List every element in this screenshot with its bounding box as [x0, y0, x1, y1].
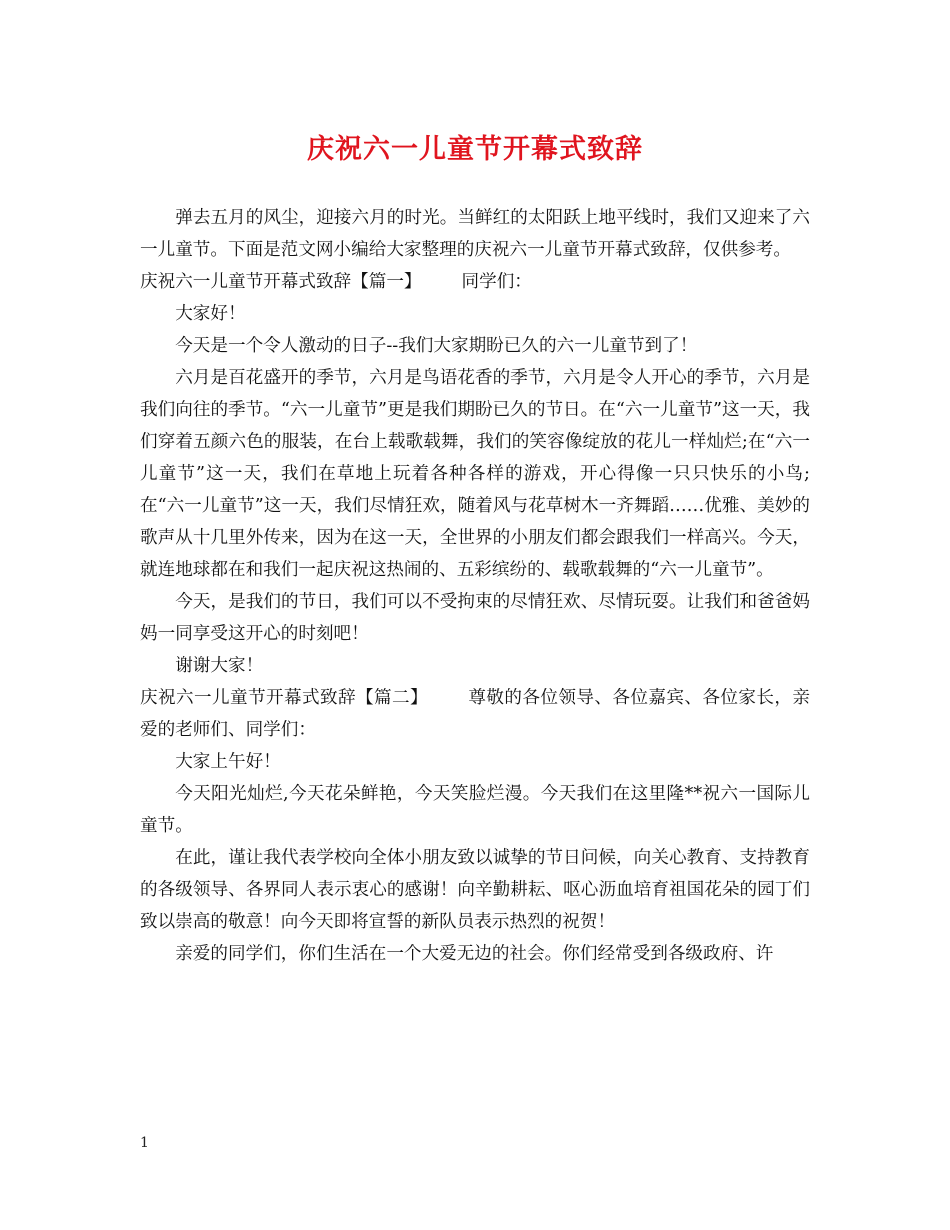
section-1-paragraph: 今天，是我们的节日，我们可以不受拘束的尽情狂欢、尽情玩耍。让我们和爸爸妈妈一同享受这开心的时刻吧！ [140, 592, 810, 644]
page-number: 1 [140, 1135, 149, 1151]
section-1-paragraph: 谢谢大家！ [175, 656, 264, 676]
document-title: 庆祝六一儿童节开幕式致辞 [307, 134, 643, 165]
section-1-heading: 庆祝六一儿童节开幕式致辞【篇一】 [140, 272, 422, 292]
section-2-paragraph: 在此，谨让我代表学校向全体小朋友致以诚挚的节日问候，向关心教育、支持教育的各级领导、各界同人表示衷心的感谢！向辛勤耕耘、呕心沥血培育祖国花朵的园丁们致以崇高的敬意！向今天即将宣誓的新队员表示热烈的祝贺！ [140, 848, 810, 932]
section-1-paragraph: 大家好！ [175, 304, 246, 324]
section-1-heading-line [140, 266, 810, 298]
section-2-heading-line [140, 682, 810, 746]
section-2-paragraph: 大家上午好！ [175, 752, 281, 772]
section-2-paragraph: 今天阳光灿烂,今天花朵鲜艳，今天笑脸烂漫。今天我们在这里隆**祝六一国际儿童节。 [140, 784, 810, 836]
section-1-paragraph: 今天是一个令人激动的日子--我们大家期盼已久的六一儿童节到了！ [175, 336, 698, 356]
section-2-heading: 庆祝六一儿童节开幕式致辞【篇二】 [140, 688, 428, 708]
section-1-salutation: 同学们： [461, 272, 532, 292]
intro-paragraph: 弹去五月的风尘，迎接六月的时光。当鲜红的太阳跃上地平线时，我们又迎来了六一儿童节。下面是范文网小编给大家整理的庆祝六一儿童节开幕式致辞，仅供参考。 [140, 208, 810, 260]
section-1-paragraph: 六月是百花盛开的季节，六月是鸟语花香的季节，六月是令人开心的季节，六月是我们向往的季节。“六一儿童节”更是我们期盼已久的节日。在“六一儿童节”这一天，我们穿着五颜六色的服装，在台上载歌载舞，我们的笑容像绽放的花儿一样灿烂;在“六一儿童节”这一天，我们在草地上玩着各种各样的游戏，开心得像一只只快乐的小鸟;在“六一儿童节”这一天，我们尽情狂欢，随着风与花草树木一齐舞蹈……优雅、美妙的歌声从十几里外传来，因为在这一天，全世界的小朋友们都会跟我们一样高兴。今天，就连地球都在和我们一起庆祝这热闹的、五彩缤纷的、载歌载舞的“六一儿童节”。 [140, 368, 810, 580]
section-2-salutation: 尊敬的各位领导、各位嘉宾、各位家长，亲爱的老师们、同学们： [140, 688, 810, 740]
document-body [140, 202, 810, 970]
section-2-paragraph: 亲爱的同学们，你们生活在一个大爱无边的社会。你们经常受到各级政府、许 [175, 944, 774, 964]
